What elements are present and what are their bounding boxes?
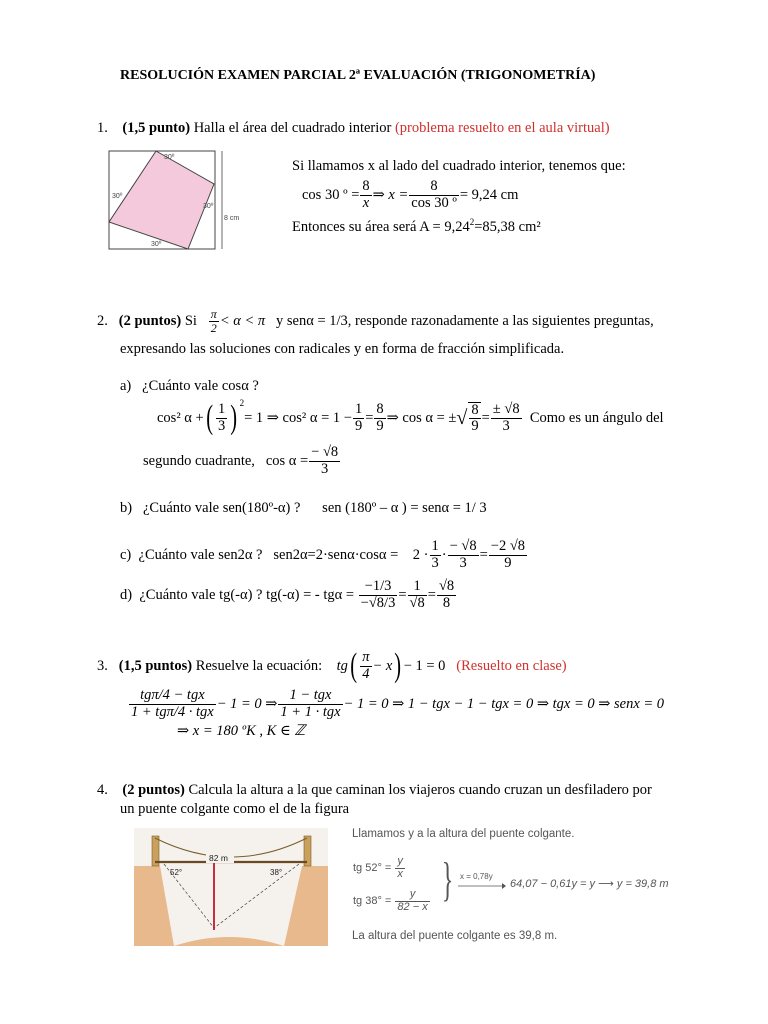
q2-d-frac-1 [359,579,398,610]
inner-square [109,151,214,249]
q2-a-frac-1-3-num: 1 [218,401,226,418]
angle-left-label: 30º [112,193,123,200]
q2-a-frac-8-9-num: 8 [376,401,384,418]
q4-x-substitution: x = 0,78y [460,872,493,881]
q2-a-tail: Como es un ángulo del [529,409,664,426]
q2-a-square: 2 [239,398,245,408]
q4-number: 4. [97,782,108,798]
q3-eq-head: tg [336,657,348,674]
q2-d-frac-1-den: −√8/3 [360,594,396,611]
q2-si: Si [184,312,197,329]
q3-l1-tail: − 1 = 0 ⇒ 1 − tgx − 1 − tgx = 0 ⇒ tgx = 0 ⇒ senx = 0 [343,695,665,712]
q2-two: 2 [210,320,217,335]
q2-a-frac-1-9-num: 1 [354,401,363,418]
q4-arrow-head [502,883,506,889]
q4-text-2: un puente colgante como el de la figura [120,801,350,817]
q2-d-frac-2-den: √8 [409,594,425,611]
q2-a-root-sign: √ [456,406,468,429]
q2-a-frac-sqrt-den: 9 [471,418,479,434]
q3-l1-frac [129,688,216,719]
q2-a-frac-sqrt [468,402,480,434]
q4-tg38-num: y [395,889,429,902]
q4-tg52-eq [353,853,406,883]
q2-c-eq: = [479,546,488,563]
q1-points: (1,5 punto) [122,120,191,136]
q2-a-frac-final [309,445,340,476]
q2-c-frac-1-3-num: 1 [431,538,439,555]
q3-text: Resuelve la ecuación: [195,657,323,674]
q2-c-question: ¿Cuánto vale sen2α ? [138,546,263,563]
q2-a-frac-sqrt-num: 8 [471,401,479,418]
q3-line-1 [128,686,664,722]
q2-b [120,500,487,517]
q2-a-eq5: = [481,409,490,426]
q2-a-frac-pm [491,402,522,433]
angle-bottom-label: 30º [151,241,162,248]
q2-a-eq4: ⇒ cos α = ± [386,409,457,426]
q1-arrow-x: ⇒ x = [372,186,409,203]
q2-a-question [120,378,259,395]
q2-inequality: < α < π [219,312,266,329]
q4-tg38-label: tg 38° = [353,895,392,907]
q2-c-frac-sqrt8 [448,539,479,570]
q1-frac-2-den: cos 30 º [411,194,457,211]
q3-eq-tail: − 1 = 0 [403,657,446,674]
q3-eq-inner: − x [372,657,393,674]
q2-d-frac-2 [408,579,427,610]
q2-d-frac-2-num: 1 [408,579,427,595]
q2-c-frac-sqrt8-den: 3 [459,554,467,571]
q3-l2-frac [278,688,342,719]
q2-b-question: ¿Cuánto vale sen(180º-α) ? [142,500,301,516]
q2-a-eq1: cos² α + [157,409,204,426]
q4-solution-chain: 64,07 − 0,61y = y ⟶ y = 39,8 m [510,878,669,890]
q2-c-answer: sen2α=2·senα·cosα = [273,546,399,563]
q2-d [120,577,457,613]
q2-number: 2. [97,312,108,329]
q1-frac-1 [360,179,371,210]
q4-tg52-frac [395,856,405,880]
q1-area-exp: 2 [469,217,475,227]
q4-points: (2 puntos) [122,782,185,798]
q1-note: (problema resuelto en el aula virtual) [394,120,610,136]
bridge-figure [134,828,328,946]
q2-a-frac-pm-den: 3 [502,417,510,434]
q2-d-eq-2: = [427,586,436,603]
q1-equation [302,177,518,213]
q2-a-frac-8-9 [374,402,385,433]
angle-52-label: 52° [170,868,183,877]
q2-c-frac-sqrt8-num: − √8 [449,538,477,555]
q2-points: (2 puntos) [118,312,182,329]
q4-conclusion: La altura del puente colgante es 39,8 m. [352,930,558,942]
q2-a-frac-1-9 [353,402,364,433]
angle-right-label: 30º [203,203,214,210]
angle-top-label: 30º [164,154,175,161]
q3-line-2: ⇒ x = 180 ºK , K ∈ ℤ [177,723,306,739]
q2-a-eq2: = 1 ⇒ cos² α = 1 − [244,409,352,426]
q4-tg38-den: 82 − x [397,900,428,913]
q1-area-line [292,217,541,236]
q2-c-label: c) [120,546,132,563]
q2-a-eq3: = [365,409,374,426]
q3-l1-frac-den: 1 + tgπ/4 · tgx [131,703,214,720]
q2-a-equation [157,398,664,438]
page-title: RESOLUCIÓN EXAMEN PARCIAL 2ª EVALUACIÓN (TRIGONOMETRÍA) [120,68,596,83]
q2-d-label: d) [120,586,133,603]
q1-frac-2 [409,179,459,210]
q1-result: = 9,24 cm [459,186,519,203]
q2-text: y senα = 1/3, responde razonadamente a las siguientes preguntas, [276,312,654,329]
q4-arrow-icon [458,882,506,890]
q2-pi-over-2 [209,308,219,334]
q1-text: Halla el área del cuadrado interior [193,120,392,136]
q2-a-frac-1-3-den: 3 [218,417,226,434]
q2-a-text: ¿Cuánto vale cosα ? [142,378,259,394]
q1-frac-2-num: 8 [409,179,459,195]
q3-note: (Resuelto en clase) [456,657,567,674]
q2-c [120,538,528,572]
q2-a-frac-1-9-den: 9 [354,417,363,434]
q4-brace: } [441,853,454,906]
q3-l1-mid: − 1 = 0 ⇒ [216,695,278,712]
q4-tg52-num: y [397,854,403,867]
q2-d-frac-3-den: 8 [442,594,451,611]
q2-d-eq-1: = [398,586,407,603]
q4-sol-intro: Llamamos y a la altura del puente colgante. [352,828,575,840]
q2-a-frac-final-num: − √8 [311,444,339,461]
q2-a-label: a) [120,378,132,394]
q4-tg38-frac [395,889,429,913]
q3-paren-close: ) [394,647,402,684]
angle-38-label: 38° [270,868,283,877]
q2-d-frac-3 [437,579,456,610]
q4-text: Calcula la altura a la que caminan los viajeros cuando cruzan un desfiladero por [188,782,652,798]
q2-c-two: 2 · [412,546,429,563]
question-4-header [97,782,652,799]
q3-l2-frac-den: 1 + 1 · tgx [280,703,341,720]
q2-b-answer: sen (180º – α ) = senα = 1/ 3 [322,500,487,516]
q2-a-paren-close: ) [230,399,238,436]
q2-b-label: b) [120,500,133,516]
q2-c-frac-result-num: −2 √8 [490,538,526,555]
side-length-label: 8 cm [224,215,240,222]
q3-frac-pi: π [362,649,370,666]
q2-pi: π [210,306,217,321]
q4-tg52-den: x [397,867,403,880]
question-3-header [97,648,567,684]
q2-a-conclusion [143,443,341,479]
question-2-header [97,305,654,337]
q1-intro: Si llamamos x al lado del cuadrado interior, tenemos que: [292,158,626,174]
q4-tg38-eq [353,886,431,916]
q4-tg52-label: tg 52° = [353,862,392,874]
q1-frac-1-num: 8 [362,178,370,195]
q1-area-tail: =85,38 cm² [474,218,541,235]
q2-c-frac-1-3-den: 3 [431,554,439,571]
q2-a-cos: cos α = [265,452,309,469]
q1-eq-cos: cos 30 º = [302,186,360,203]
q1-number: 1. [97,120,108,136]
bridge-width-label: 82 m [209,853,228,863]
q1-area-text: Entonces su área será A = 9,24 [292,218,470,235]
q2-a-line2: segundo cuadrante, [143,452,255,469]
q3-number: 3. [97,657,108,674]
q2-a-frac-final-den: 3 [321,460,329,477]
q3-frac-four: 4 [362,665,370,682]
q3-frac-pi-4 [360,650,371,681]
q2-a-frac-8-9-den: 9 [376,417,384,434]
q2-d-question: ¿Cuánto vale tg(-α) ? tg(-α) = - tgα = [139,586,355,603]
q2-a-paren-open: ( [205,399,213,436]
square-figure [108,150,248,252]
q1-frac-1-den: x [362,194,370,211]
q3-points: (1,5 puntos) [118,657,193,674]
q2-c-frac-1-3 [430,539,441,570]
q2-c-frac-result-den: 9 [504,554,512,571]
question-1-header [97,120,610,137]
q2-d-frac-3-num: √8 [438,578,455,595]
q3-l1-frac-num: tgπ/4 − tgx [129,688,216,704]
q2-text-2: expresando las soluciones con radicales y en forma de fracción simplificada. [120,341,565,357]
q2-c-frac-result [489,539,527,570]
q3-paren-open: ( [350,647,357,684]
q2-a-frac-1-3 [216,402,227,433]
q2-d-frac-1-num: −1/3 [359,579,398,595]
q2-a-frac-pm-num: ± √8 [492,401,520,418]
q3-l2-frac-num: 1 − tgx [278,688,342,704]
q2-c-dot: · [441,546,447,563]
